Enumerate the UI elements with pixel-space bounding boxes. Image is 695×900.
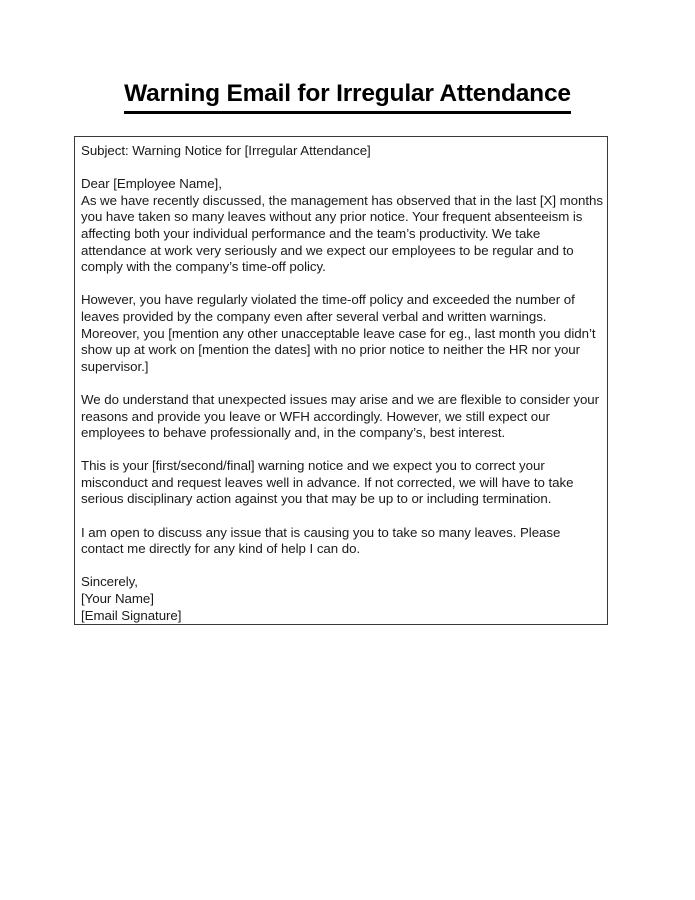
page-title-text: Warning Email for Irregular Attendance: [124, 80, 571, 114]
spacer: [81, 508, 603, 525]
letter-paragraph-2: However, you have regularly violated the time-off policy and exceeded the number of leaves provided by the company even after several verbal and written warnings. Moreover, you [mention any other unacceptable leave case for eg., last month you didn’t show up at work on [mention the dates] with no prior notice to neither the HR nor your supervisor.]: [81, 292, 596, 374]
letter-body-box: [74, 136, 608, 625]
salutation: Dear [Employee Name],: [81, 176, 222, 192]
letter-paragraph-1: As we have recently discussed, the management has observed that in the last [X] months you have taken so many leaves without any prior notice. Your frequent absenteeism is affecting both your individual performance and the team’s productivity. We take attendance at work very seriously and we expect our employees to be regular and to comply with the company’s time-off policy.: [81, 192, 603, 275]
spacer: [81, 276, 603, 293]
letter-closing: Sincerely,: [81, 574, 138, 590]
letter-content: [81, 143, 603, 624]
spacer: [81, 375, 603, 392]
subject-line: Subject: Warning Notice for [Irregular Attendance]: [81, 143, 371, 158]
signature-name: [Your Name]: [81, 591, 154, 607]
letter-paragraph-5: I am open to discuss any issue that is causing you to take so many leaves. Please contact me directly for any kind of help I can do.: [81, 524, 561, 557]
letter-paragraph-3: We do understand that unexpected issues may arise and we are flexible to consider your reasons and provide you leave or WFH accordingly. However, we still expect our employees to behave professionally and, in the company’s, best interest.: [81, 391, 600, 441]
spacer: [81, 160, 603, 177]
page-title: [0, 80, 695, 114]
signature-block: [Email Signature]: [81, 607, 182, 623]
spacer: [81, 442, 603, 459]
spacer: [81, 558, 603, 575]
letter-paragraph-4: This is your [first/second/final] warning notice and we expect you to correct your misconduct and request leaves well in advance. If not corrected, we will have to take serious disciplinary action against you that may be up to or including termination.: [81, 458, 574, 507]
